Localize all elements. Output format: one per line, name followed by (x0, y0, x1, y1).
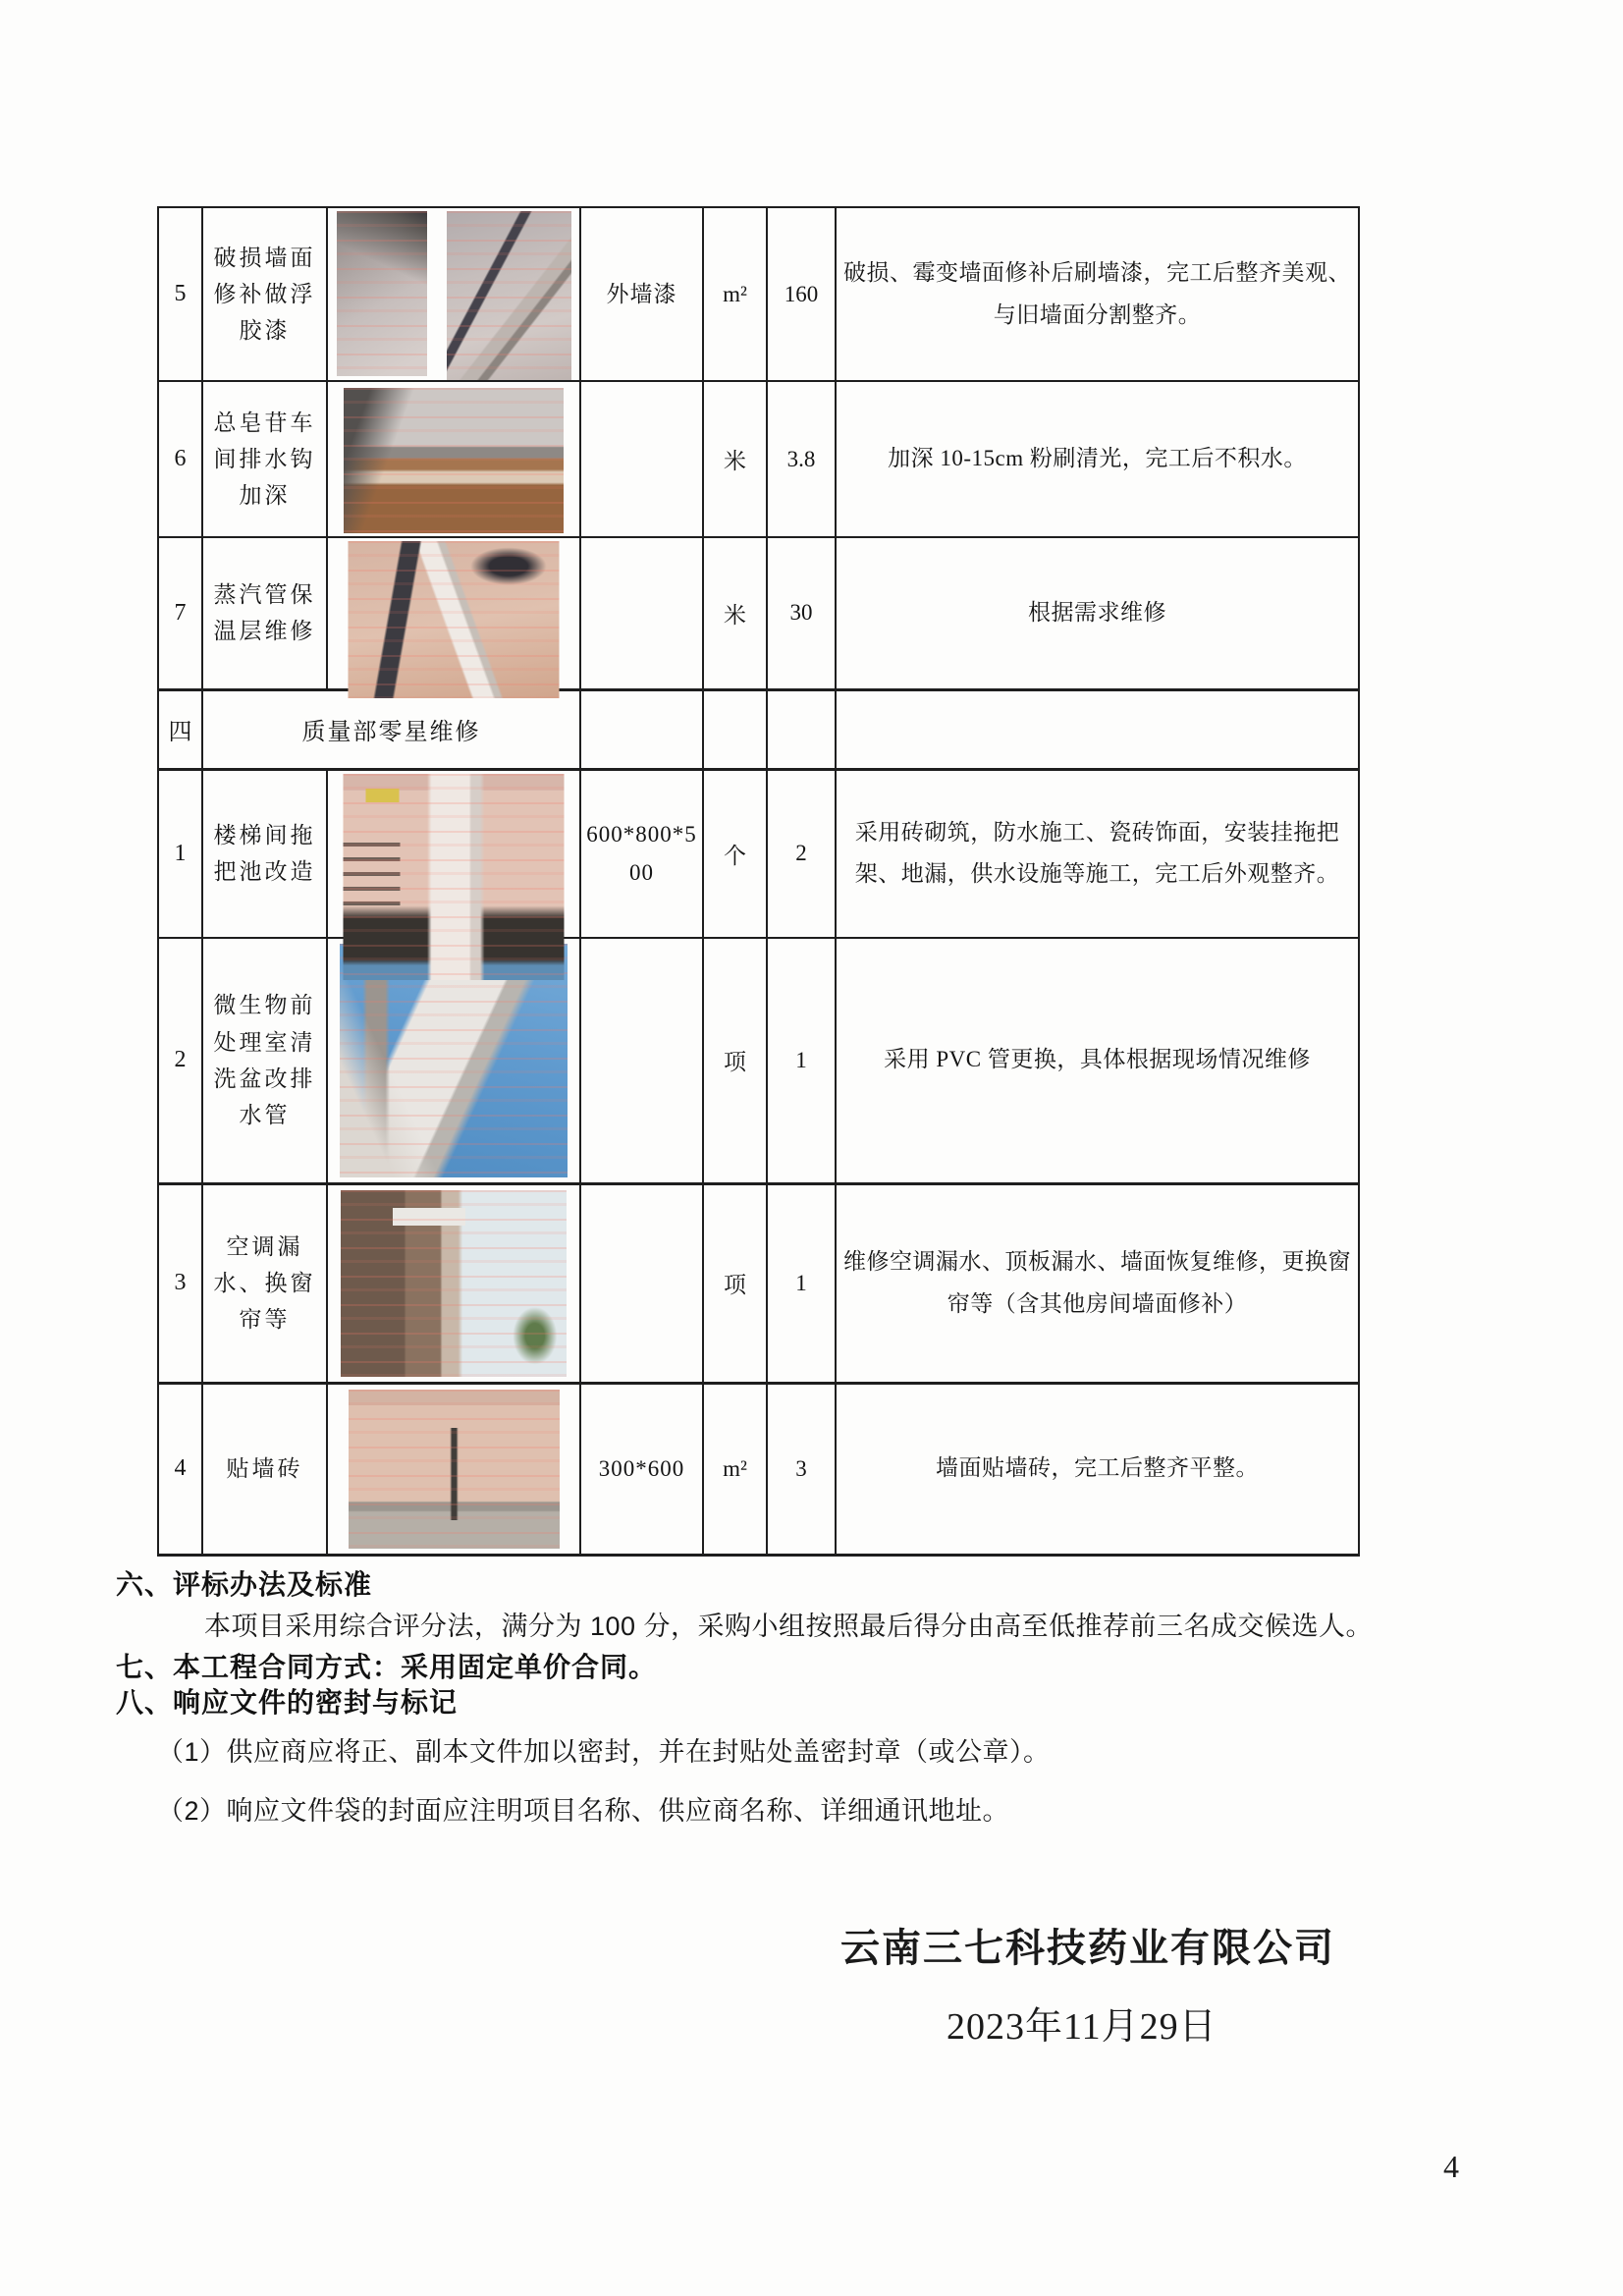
desc-cell: 破损、霉变墙面修补后刷墙漆，完工后整齐美观、与旧墙面分割整齐。 (836, 207, 1359, 381)
item-name: 破损墙面修补做浮胶漆 (202, 207, 327, 381)
unit-cell: 个 (703, 769, 767, 938)
table-row (158, 537, 1359, 689)
heading-evaluation-method: 六、评标办法及标准 (116, 1569, 373, 1600)
heading-sealing-marking: 八、响应文件的密封与标记 (116, 1687, 459, 1718)
item-photo-cell (327, 207, 580, 381)
company-name: 云南三七科技药业有限公司 (840, 1926, 1335, 1970)
desc-cell: 维修空调漏水、顶板漏水、墙面恢复维修，更换窗帘等（含其他房间墙面修补） (836, 1183, 1359, 1383)
table-row (158, 381, 1359, 537)
signature-date: 2023年11月29日 (947, 2006, 1217, 2048)
photo-drain-trench (344, 388, 564, 533)
photo-steam-pipe (349, 541, 560, 698)
qty-cell: 2 (767, 769, 836, 938)
item-photo-cell (327, 381, 580, 537)
sealing-item-1: （1）供应商应将正、副本文件加以密封，并在封贴处盖密封章（或公章）。 (157, 1737, 1051, 1767)
unit-cell: 项 (703, 938, 767, 1183)
spec-cell (580, 537, 703, 689)
evaluation-method-body: 本项目采用综合评分法，满分为 100 分，采购小组按照最后得分由高至低推荐前三名成交候选人。 (204, 1612, 1374, 1641)
unit-cell: m² (703, 207, 767, 381)
table-row (158, 1183, 1359, 1383)
desc-cell: 采用 PVC 管更换，具体根据现场情况维修 (836, 938, 1359, 1183)
sealing-item-2: （2）响应文件袋的封面应注明项目名称、供应商名称、详细通讯地址。 (157, 1796, 1010, 1826)
spec-cell (580, 1183, 703, 1383)
section-number: 四 (158, 689, 202, 769)
spec-cell: 600*800*500 (580, 769, 703, 938)
photo-damaged-wall-left (337, 211, 427, 376)
unit-cell: m² (703, 1383, 767, 1555)
heading-contract-type: 七、本工程合同方式：采用固定单价合同。 (116, 1652, 658, 1682)
item-photo-cell (327, 769, 580, 938)
item-name: 贴墙砖 (202, 1383, 327, 1555)
qty-cell: 3 (767, 1383, 836, 1555)
photo-wall-tiles (349, 1390, 560, 1549)
qty-cell: 1 (767, 938, 836, 1183)
spec-cell: 300*600 (580, 1383, 703, 1555)
unit-cell: 米 (703, 537, 767, 689)
item-name: 微生物前处理室清洗盆改排水管 (202, 938, 327, 1183)
qty-cell: 160 (767, 207, 836, 381)
unit-cell (703, 689, 767, 769)
table-row (158, 938, 1359, 1183)
row-number: 3 (158, 1183, 202, 1383)
section-row (158, 689, 1359, 769)
desc-cell: 采用砖砌筑，防水施工、瓷砖饰面，安装挂拖把架、地漏，供水设施等施工，完工后外观整齐。 (836, 769, 1359, 938)
qty-cell (767, 689, 836, 769)
spec-cell: 外墙漆 (580, 207, 703, 381)
qty-cell: 30 (767, 537, 836, 689)
row-number: 5 (158, 207, 202, 381)
spec-cell (580, 938, 703, 1183)
row-number: 4 (158, 1383, 202, 1555)
row-number: 1 (158, 769, 202, 938)
table-row (158, 769, 1359, 938)
qty-cell: 3.8 (767, 381, 836, 537)
item-photo-cell (327, 1383, 580, 1555)
table-row (158, 1383, 1359, 1555)
item-photo-cell (327, 537, 580, 689)
spec-cell (580, 381, 703, 537)
row-number: 2 (158, 938, 202, 1183)
desc-cell: 墙面贴墙砖，完工后整齐平整。 (836, 1383, 1359, 1555)
desc-cell: 加深 10-15cm 粉刷清光，完工后不积水。 (836, 381, 1359, 537)
page-number: 4 (1443, 2149, 1459, 2184)
item-name: 空调漏水、换窗帘等 (202, 1183, 327, 1383)
qty-cell: 1 (767, 1183, 836, 1383)
repair-items-table (157, 206, 1360, 1557)
row-number: 7 (158, 537, 202, 689)
spec-cell (580, 689, 703, 769)
item-name: 总皂苷车间排水钩加深 (202, 381, 327, 537)
section-title: 质量部零星维修 (202, 689, 580, 769)
photo-stairwell-mop-pool (344, 774, 565, 980)
photo-damaged-wall-right (447, 211, 571, 380)
unit-cell: 项 (703, 1183, 767, 1383)
table-row (158, 207, 1359, 381)
item-name: 蒸汽管保温层维修 (202, 537, 327, 689)
desc-cell: 根据需求维修 (836, 537, 1359, 689)
item-photo-cell (327, 1183, 580, 1383)
item-name: 楼梯间拖把池改造 (202, 769, 327, 938)
desc-cell (836, 689, 1359, 769)
unit-cell: 米 (703, 381, 767, 537)
row-number: 6 (158, 381, 202, 537)
photo-aircon-window (341, 1190, 567, 1377)
